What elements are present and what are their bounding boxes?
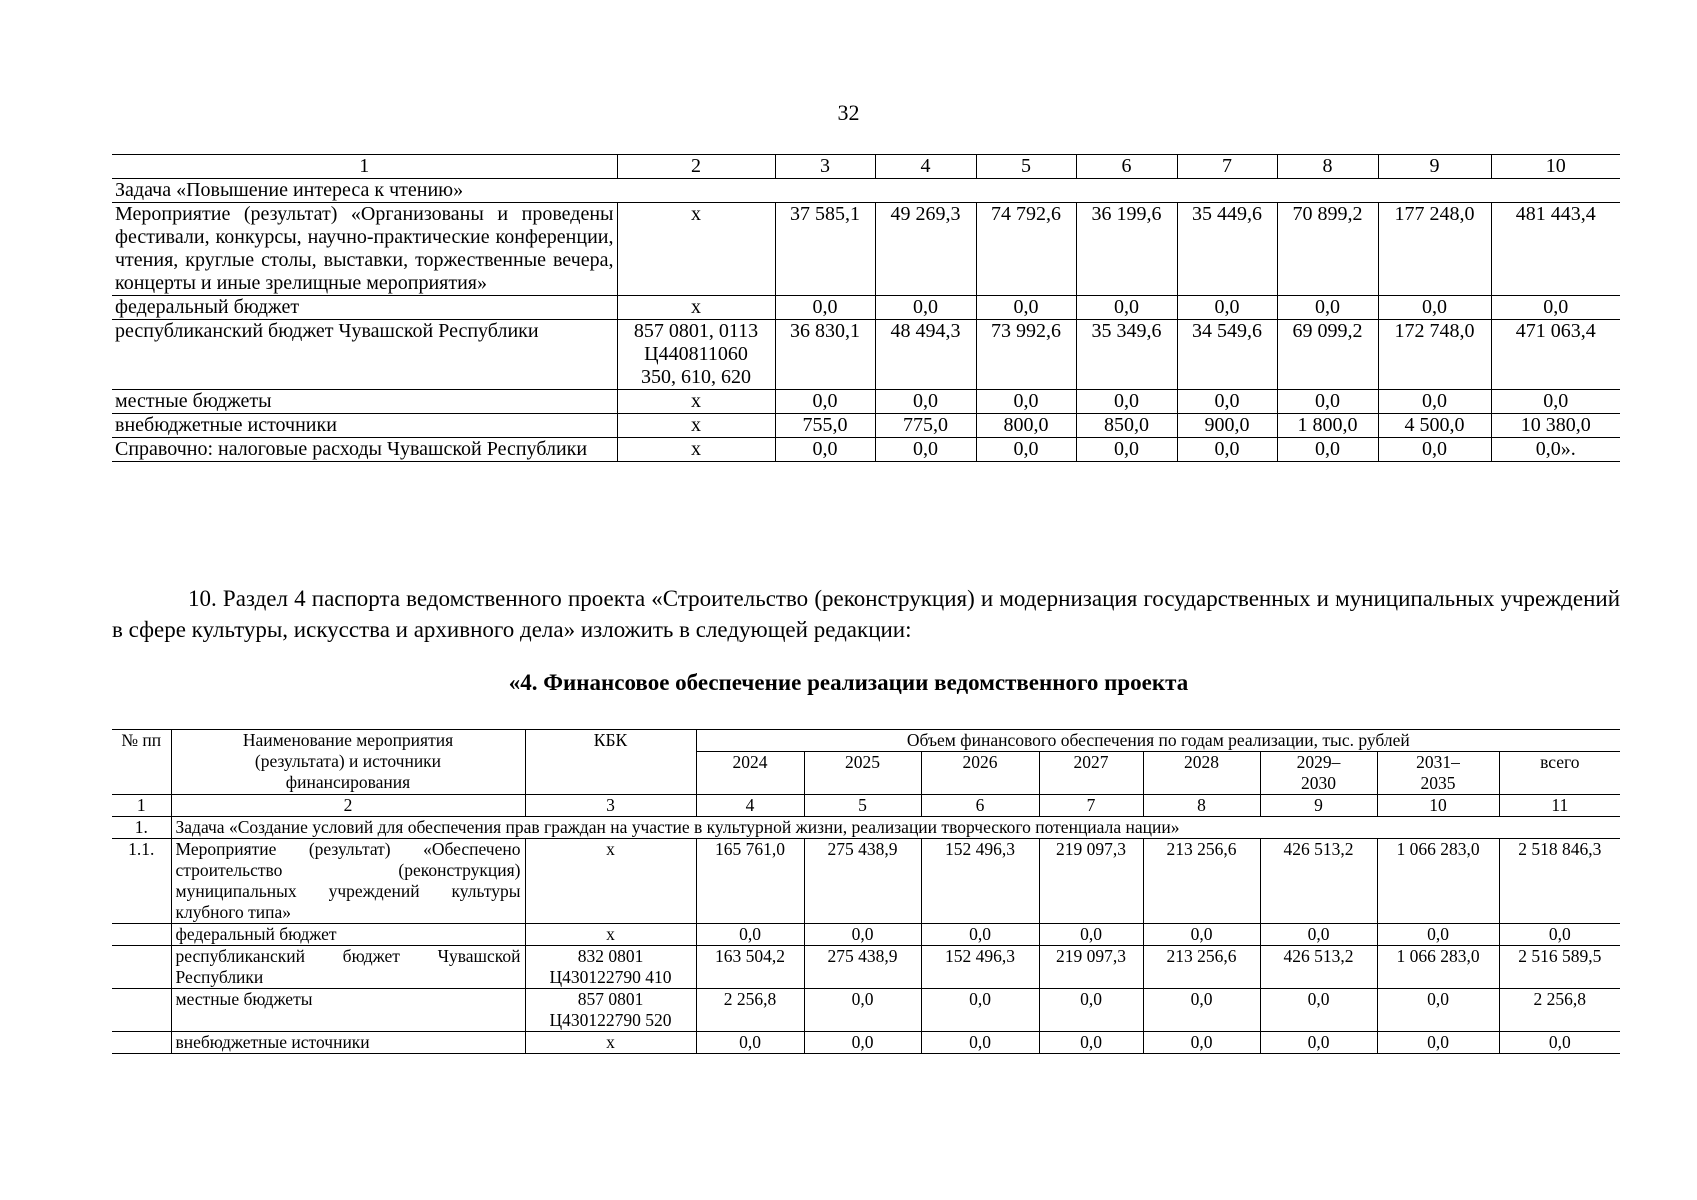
row-num	[112, 989, 171, 1032]
cell: 73 992,6	[976, 320, 1076, 390]
col-num: 2	[617, 155, 775, 179]
row-name: федеральный бюджет	[171, 924, 525, 946]
year-header: 2031–2035	[1377, 752, 1499, 795]
col-num: 10	[1491, 155, 1620, 179]
row-num	[112, 1032, 171, 1054]
row-kbk: x	[525, 924, 696, 946]
cell: 0,0	[1378, 438, 1491, 462]
cell: 850,0	[1076, 414, 1177, 438]
cell: 0,0	[875, 296, 976, 320]
row-name: Справочно: налоговые расходы Чувашской Республики	[112, 438, 617, 462]
cell: 0,0	[696, 1032, 804, 1054]
cell: 0,0	[804, 1032, 921, 1054]
col-num: 4	[875, 155, 976, 179]
cell: 10 380,0	[1491, 414, 1620, 438]
cell: 0,0	[1039, 1032, 1143, 1054]
col-num: 9	[1260, 795, 1377, 817]
cell: 0,0	[976, 438, 1076, 462]
cell: 1 066 283,0	[1377, 839, 1499, 924]
cell: 0,0	[1177, 390, 1277, 414]
column-number-row	[112, 795, 1620, 817]
col-num: 1	[112, 795, 171, 817]
header-name: Наименование мероприятия (результата) и источники финансирования	[171, 730, 525, 795]
cell: 0,0	[775, 296, 875, 320]
header-kbk: КБК	[525, 730, 696, 795]
cell: 0,0	[1260, 924, 1377, 946]
cell: 0,0	[1039, 989, 1143, 1032]
cell: 0,0	[921, 1032, 1039, 1054]
cell: 0,0	[1491, 390, 1620, 414]
cell: 755,0	[775, 414, 875, 438]
col-num: 6	[1076, 155, 1177, 179]
col-num: 2	[171, 795, 525, 817]
col-num: 10	[1377, 795, 1499, 817]
cell: 0,0».	[1491, 438, 1620, 462]
cell: 35 449,6	[1177, 203, 1277, 296]
col-num: 11	[1499, 795, 1620, 817]
cell: 2 518 846,3	[1499, 839, 1620, 924]
year-header: 2027	[1039, 752, 1143, 795]
cell: 426 513,2	[1260, 946, 1377, 989]
row-kbk: x	[617, 203, 775, 296]
table-row	[112, 320, 1620, 390]
year-header: всего	[1499, 752, 1620, 795]
cell: 74 792,6	[976, 203, 1076, 296]
cell: 0,0	[1076, 296, 1177, 320]
cell: 0,0	[1143, 989, 1260, 1032]
table-row	[112, 1032, 1620, 1054]
cell: 0,0	[921, 924, 1039, 946]
table-row	[112, 839, 1620, 924]
cell: 0,0	[1377, 1032, 1499, 1054]
cell: 0,0	[976, 390, 1076, 414]
cell: 0,0	[1277, 296, 1378, 320]
cell: 152 496,3	[921, 946, 1039, 989]
cell: 0,0	[1143, 1032, 1260, 1054]
cell: 4 500,0	[1378, 414, 1491, 438]
cell: 1 066 283,0	[1377, 946, 1499, 989]
row-name: внебюджетные источники	[112, 414, 617, 438]
cell: 2 256,8	[696, 989, 804, 1032]
row-name: внебюджетные источники	[171, 1032, 525, 1054]
col-num: 1	[112, 155, 617, 179]
row-name: местные бюджеты	[171, 989, 525, 1032]
cell: 1 800,0	[1277, 414, 1378, 438]
col-num: 6	[921, 795, 1039, 817]
table-row	[112, 390, 1620, 414]
cell: 0,0	[775, 390, 875, 414]
cell: 0,0	[1143, 924, 1260, 946]
cell: 0,0	[1277, 438, 1378, 462]
cell: 0,0	[1491, 296, 1620, 320]
cell: 0,0	[1076, 390, 1177, 414]
cell: 2 256,8	[1499, 989, 1620, 1032]
year-header: 2025	[804, 752, 921, 795]
cell: 0,0	[1076, 438, 1177, 462]
cell: 900,0	[1177, 414, 1277, 438]
row-num	[112, 924, 171, 946]
col-num: 3	[525, 795, 696, 817]
year-header: 2024	[696, 752, 804, 795]
cell: 49 269,3	[875, 203, 976, 296]
row-name: республиканский бюджет Чувашской Республики	[171, 946, 525, 989]
year-header: 2029–2030	[1260, 752, 1377, 795]
cell: 213 256,6	[1143, 839, 1260, 924]
cell: 70 899,2	[1277, 203, 1378, 296]
cell: 275 438,9	[804, 946, 921, 989]
row-kbk: x	[617, 390, 775, 414]
task-row	[112, 817, 1620, 839]
cell: 165 761,0	[696, 839, 804, 924]
cell: 0,0	[1499, 924, 1620, 946]
row-name: Мероприятие (результат) «Обеспечено строительство (реконструкция) муниципальных учреждений культуры клубного типа»	[171, 839, 525, 924]
row-name: федеральный бюджет	[112, 296, 617, 320]
row-kbk: x	[525, 839, 696, 924]
row-kbk: 857 0801, 0113 Ц440811060 350, 610, 620	[617, 320, 775, 390]
row-num: 1.1.	[112, 839, 171, 924]
cell: 0,0	[775, 438, 875, 462]
table-row	[112, 924, 1620, 946]
cell: 426 513,2	[1260, 839, 1377, 924]
financial-support-table	[112, 729, 1620, 1054]
year-header: 2026	[921, 752, 1039, 795]
cell: 35 349,6	[1076, 320, 1177, 390]
col-num: 7	[1039, 795, 1143, 817]
cell: 34 549,6	[1177, 320, 1277, 390]
col-num: 3	[775, 155, 875, 179]
col-num: 8	[1277, 155, 1378, 179]
cell: 0,0	[976, 296, 1076, 320]
row-kbk: x	[617, 414, 775, 438]
row-name: местные бюджеты	[112, 390, 617, 414]
cell: 2 516 589,5	[1499, 946, 1620, 989]
table-row	[112, 296, 1620, 320]
cell: 0,0	[1378, 296, 1491, 320]
cell: 36 199,6	[1076, 203, 1177, 296]
cell: 0,0	[696, 924, 804, 946]
cell: 163 504,2	[696, 946, 804, 989]
cell: 219 097,3	[1039, 839, 1143, 924]
cell: 0,0	[1499, 1032, 1620, 1054]
funding-table-continuation	[112, 154, 1620, 462]
cell: 0,0	[875, 390, 976, 414]
cell: 48 494,3	[875, 320, 976, 390]
cell: 0,0	[921, 989, 1039, 1032]
cell: 36 830,1	[775, 320, 875, 390]
task-number: 1.	[112, 817, 171, 839]
row-name: республиканский бюджет Чувашской Республики	[112, 320, 617, 390]
body-paragraph: 10. Раздел 4 паспорта ведомственного проекта «Строительство (реконструкция) и модернизация государственных и муниципальных учреждений в сфере культуры, искусства и архивного дела» изложить в следующей редакции:	[112, 586, 1620, 642]
cell: 0,0	[1378, 390, 1491, 414]
cell: 800,0	[976, 414, 1076, 438]
table-row	[112, 414, 1620, 438]
cell: 0,0	[1177, 296, 1277, 320]
cell: 213 256,6	[1143, 946, 1260, 989]
cell: 0,0	[1177, 438, 1277, 462]
header-volume: Объем финансового обеспечения по годам реализации, тыс. рублей	[696, 730, 1620, 752]
cell: 775,0	[875, 414, 976, 438]
page-number: 32	[837, 100, 860, 125]
table-row	[112, 203, 1620, 296]
col-num: 7	[1177, 155, 1277, 179]
cell: 0,0	[1260, 1032, 1377, 1054]
column-number-row	[112, 155, 1620, 179]
header-num: № пп	[112, 730, 171, 795]
cell: 177 248,0	[1378, 203, 1491, 296]
cell: 0,0	[1377, 989, 1499, 1032]
row-kbk: x	[617, 296, 775, 320]
col-num: 9	[1378, 155, 1491, 179]
row-kbk: x	[525, 1032, 696, 1054]
row-name: Мероприятие (результат) «Организованы и проведены фестивали, конкурсы, научно-практические конференции, чтения, круглые столы, выставки, торжественные вечера, концерты и иные зрелищные мероприятия»	[112, 203, 617, 296]
cell: 0,0	[804, 989, 921, 1032]
cell: 0,0	[804, 924, 921, 946]
cell: 0,0	[1277, 390, 1378, 414]
table-row	[112, 989, 1620, 1032]
header-row	[112, 730, 1620, 752]
cell: 172 748,0	[1378, 320, 1491, 390]
col-num: 8	[1143, 795, 1260, 817]
col-num: 5	[976, 155, 1076, 179]
cell: 219 097,3	[1039, 946, 1143, 989]
cell: 0,0	[1039, 924, 1143, 946]
task-title: Задача «Создание условий для обеспечения прав граждан на участие в культурной жизни, реализации творческого потенциала нации»	[171, 817, 1620, 839]
task-row	[112, 179, 1620, 203]
section-heading: «4. Финансовое обеспечение реализации ведомственного проекта	[508, 670, 1189, 695]
cell: 0,0	[1377, 924, 1499, 946]
cell: 152 496,3	[921, 839, 1039, 924]
col-num: 5	[804, 795, 921, 817]
cell: 0,0	[875, 438, 976, 462]
row-num	[112, 946, 171, 989]
col-num: 4	[696, 795, 804, 817]
table-row	[112, 946, 1620, 989]
cell: 37 585,1	[775, 203, 875, 296]
cell: 0,0	[1260, 989, 1377, 1032]
row-kbk: 832 0801 Ц430122790 410	[525, 946, 696, 989]
row-kbk: x	[617, 438, 775, 462]
year-header: 2028	[1143, 752, 1260, 795]
task-title: Задача «Повышение интереса к чтению»	[115, 179, 464, 201]
cell: 69 099,2	[1277, 320, 1378, 390]
table-row	[112, 438, 1620, 462]
cell: 481 443,4	[1491, 203, 1620, 296]
cell: 275 438,9	[804, 839, 921, 924]
row-kbk: 857 0801 Ц430122790 520	[525, 989, 696, 1032]
cell: 471 063,4	[1491, 320, 1620, 390]
